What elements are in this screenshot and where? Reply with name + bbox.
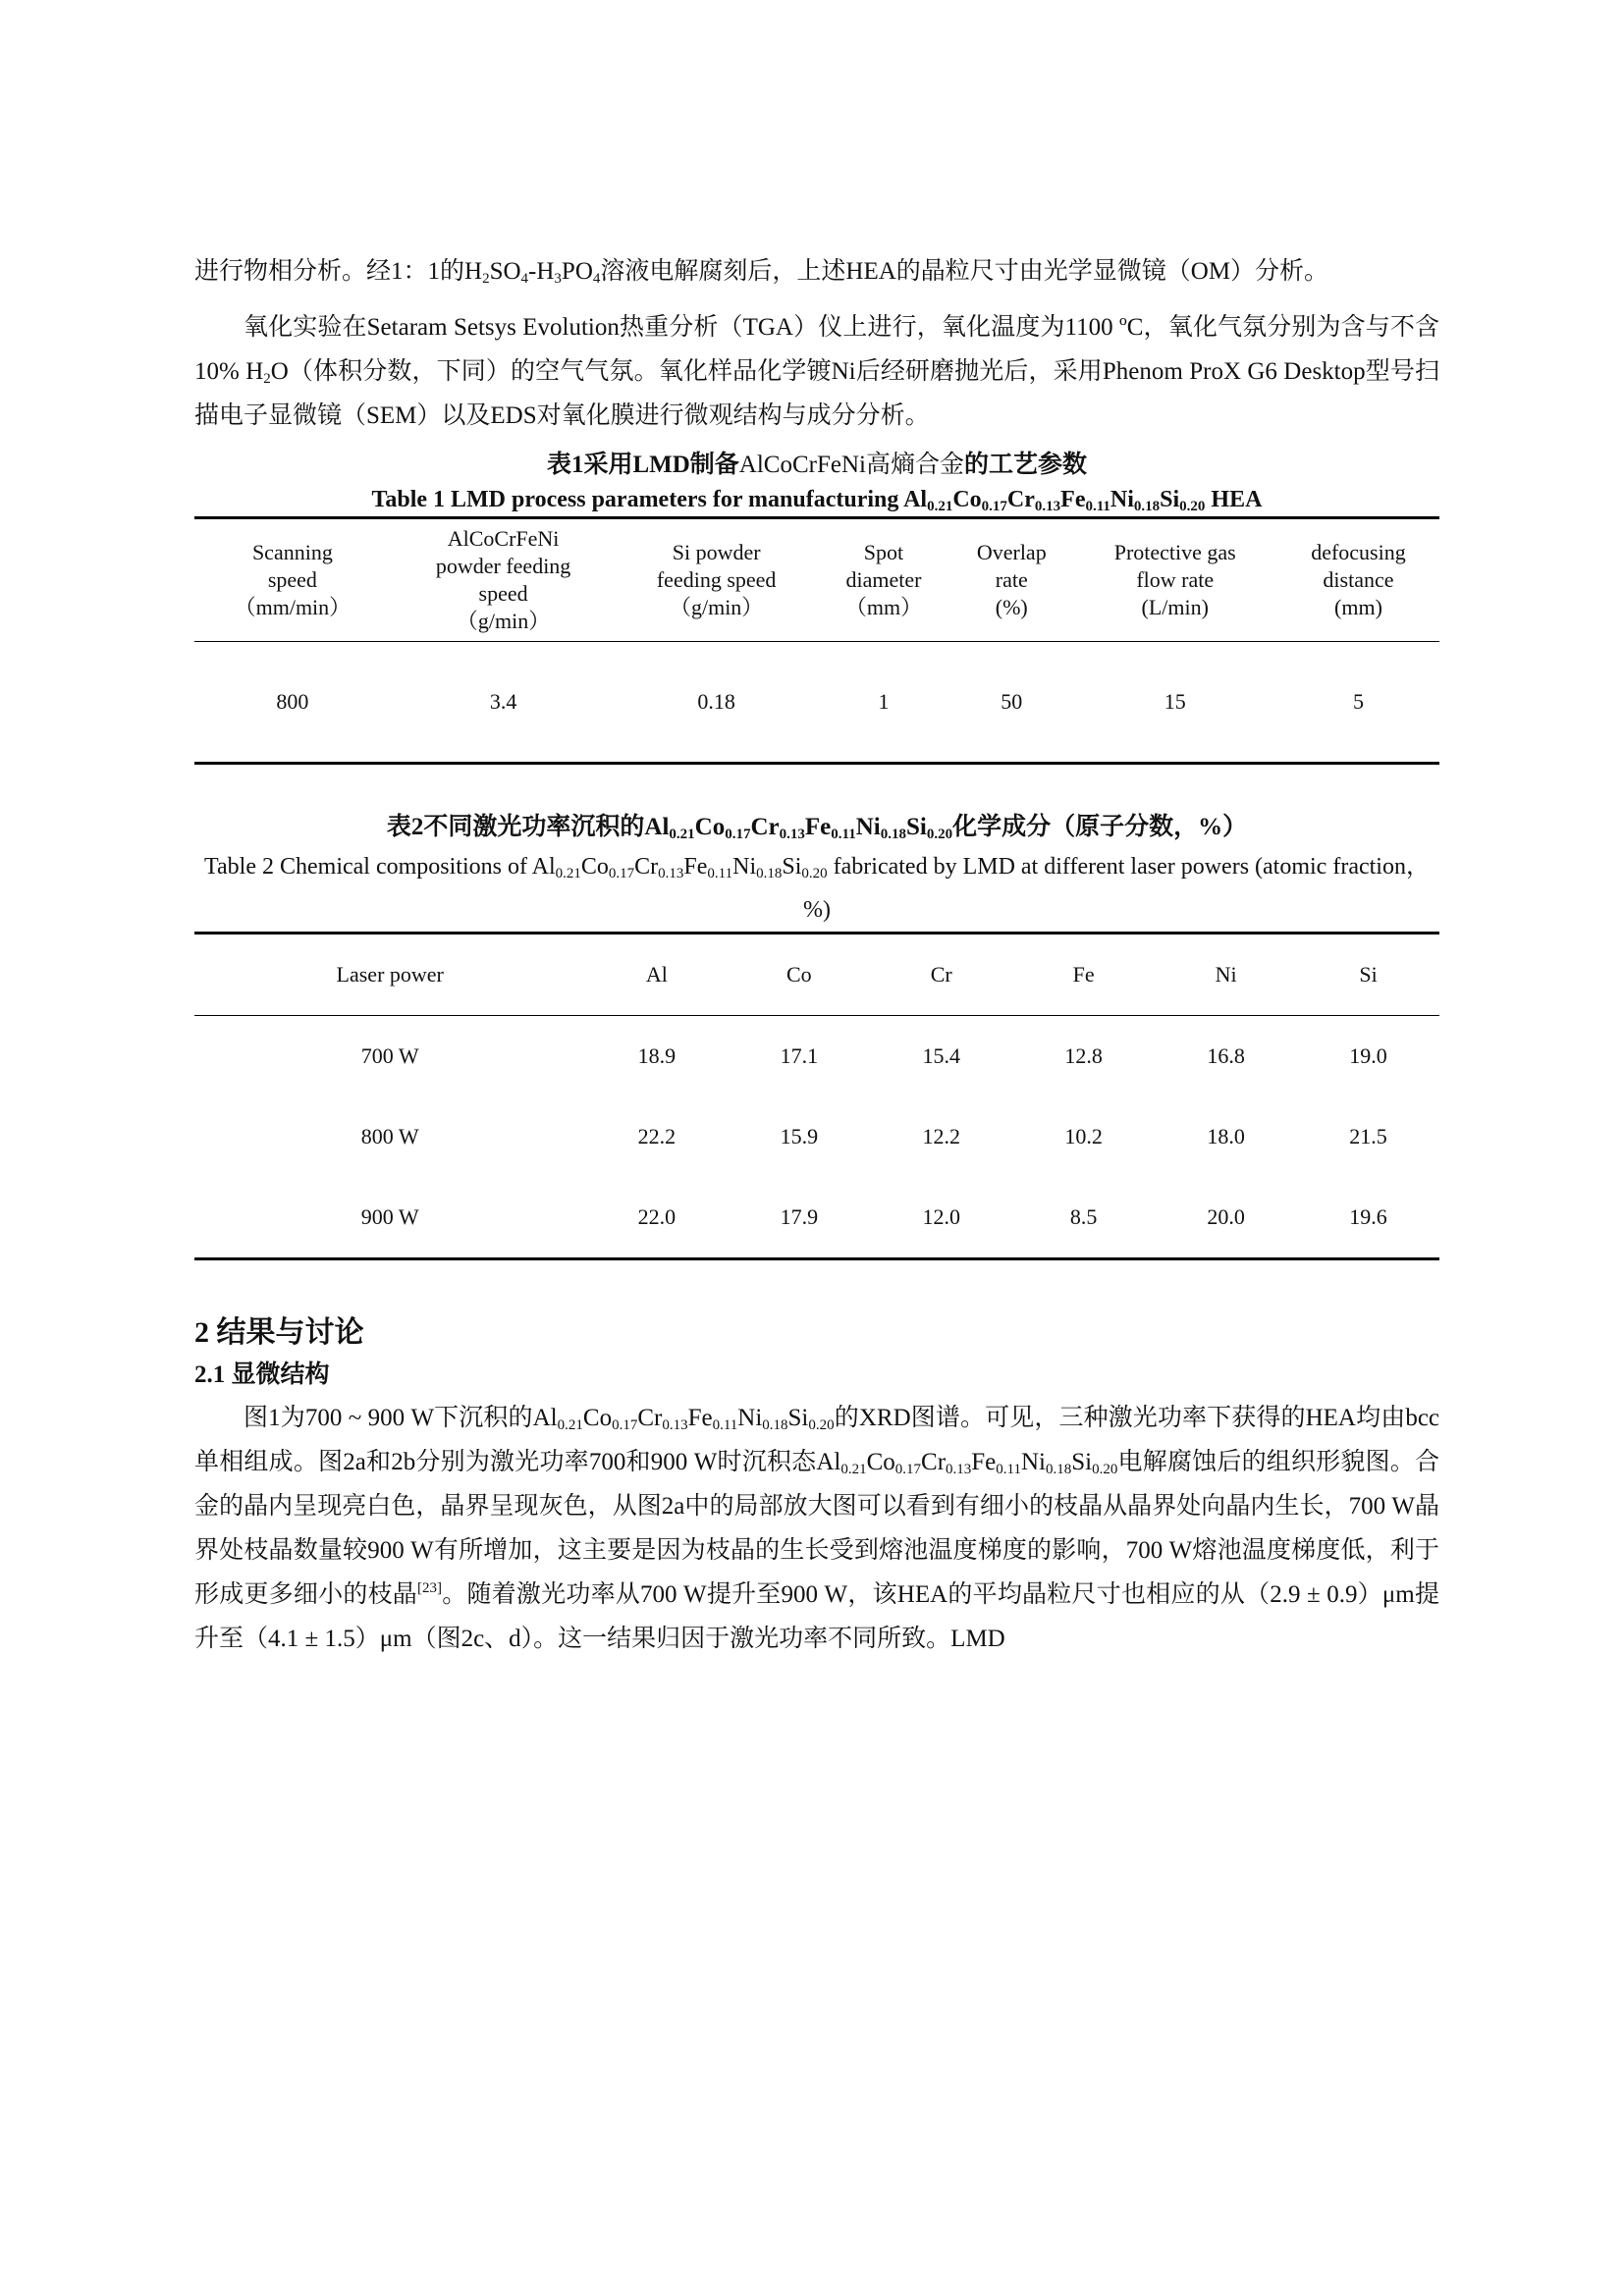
text: （mm/min） bbox=[234, 595, 352, 619]
text: speed bbox=[478, 581, 528, 606]
text: defocusing bbox=[1311, 540, 1406, 564]
table-cell: 19.0 bbox=[1349, 1043, 1387, 1068]
table-row bbox=[194, 642, 1439, 764]
text: Ni bbox=[737, 1405, 763, 1431]
subscript: 0.21 bbox=[840, 1462, 867, 1477]
text: Co bbox=[866, 1449, 895, 1475]
table-cell: 15.4 bbox=[922, 1043, 960, 1068]
text: Co bbox=[952, 487, 982, 512]
text: Cr bbox=[637, 1405, 663, 1431]
text: Si bbox=[787, 1405, 809, 1431]
subscript: 2 bbox=[482, 271, 490, 287]
table-cell: 5 bbox=[1352, 689, 1364, 714]
subscript: 0.21 bbox=[927, 499, 953, 514]
text: SO bbox=[489, 258, 521, 285]
subscript: 0.18 bbox=[1133, 499, 1161, 514]
text: feeding speed bbox=[656, 567, 777, 592]
text: （mm） bbox=[844, 595, 923, 619]
text: -H bbox=[528, 258, 555, 285]
table-cell: 10.2 bbox=[1064, 1124, 1103, 1148]
table1-caption-zh bbox=[194, 448, 1439, 483]
text: 溶液电解腐刻后，上述HEA的晶粒尺寸由光学显微镜（OM）分析。 bbox=[600, 258, 1329, 285]
text: HEA bbox=[1205, 487, 1263, 512]
subscript: 0.20 bbox=[1179, 499, 1206, 514]
subscript: 0.21 bbox=[669, 827, 695, 842]
text: PO bbox=[561, 258, 593, 285]
text: Cr bbox=[921, 1449, 947, 1475]
text: Fe bbox=[804, 814, 832, 840]
text: Co bbox=[582, 1405, 613, 1431]
table-cell: 22.2 bbox=[637, 1124, 677, 1148]
text: O（体积分数，下同）的空气气氛。氧化样品化学镀Ni后经研磨抛光后，采用Phenom ProX G6 Desktop型号扫描电子显微镜（SEM）以及EDS对氧化膜进行微观结构与成分分析。 bbox=[194, 358, 1439, 429]
text: Fe bbox=[687, 1405, 713, 1431]
table-cell: 21.5 bbox=[1349, 1124, 1387, 1148]
text: 表2不同激光功率沉积的Al bbox=[386, 814, 670, 840]
table-cell: 17.9 bbox=[780, 1204, 819, 1229]
subscript: 0.18 bbox=[1045, 1462, 1072, 1477]
table2-chemical-compositions bbox=[194, 932, 1439, 1260]
table-cell: 16.8 bbox=[1207, 1043, 1245, 1068]
text: Ni bbox=[732, 854, 757, 880]
subscript: 4 bbox=[592, 271, 601, 287]
text: Table 2 Chemical compositions of Al bbox=[204, 854, 556, 880]
text: Fe bbox=[1060, 487, 1086, 512]
subscript: 0.20 bbox=[801, 866, 828, 881]
text: rate bbox=[995, 567, 1028, 592]
text: speed bbox=[267, 567, 317, 592]
subscript: 0.13 bbox=[662, 1417, 688, 1433]
subsection-title: 2.1 显微结构 bbox=[194, 1362, 330, 1388]
table-cell: 18.0 bbox=[1207, 1124, 1245, 1148]
text: Si bbox=[1160, 487, 1180, 512]
table-cell: 19.6 bbox=[1349, 1204, 1387, 1229]
table1-caption-en bbox=[194, 483, 1439, 516]
subscript: 0.13 bbox=[1034, 499, 1061, 514]
subscript: 0.11 bbox=[707, 866, 733, 881]
table2-caption-zh bbox=[194, 810, 1439, 845]
header-laser-power: Laser power bbox=[194, 934, 585, 1016]
subscript: 0.18 bbox=[880, 827, 906, 842]
subscript: 0.11 bbox=[831, 827, 856, 842]
table1-process-parameters bbox=[194, 516, 1439, 765]
table-header-row bbox=[194, 518, 1439, 642]
text: Ni bbox=[1110, 487, 1134, 512]
subscript: 4 bbox=[520, 271, 529, 287]
text: Si powder bbox=[672, 540, 761, 564]
subscript: 0.11 bbox=[996, 1462, 1021, 1477]
table-cell: 800 W bbox=[360, 1124, 419, 1148]
text: Protective gas bbox=[1113, 540, 1236, 564]
paragraph-oxidation-experiment bbox=[194, 305, 1439, 438]
table-cell: 22.0 bbox=[637, 1204, 677, 1229]
table1-caption bbox=[194, 448, 1439, 516]
subscript: 0.11 bbox=[1085, 499, 1110, 514]
table-cell: 18.9 bbox=[637, 1043, 677, 1068]
table-cell: 800 bbox=[276, 689, 309, 714]
header-gas-flow-rate bbox=[1073, 518, 1277, 642]
text: Table 1 LMD process parameters for manufacturing Al bbox=[371, 487, 928, 512]
subscript: 0.17 bbox=[725, 827, 751, 842]
paragraph-microstructure bbox=[194, 1396, 1439, 1661]
text: Ni bbox=[855, 814, 881, 840]
text: 高熵合金 bbox=[865, 452, 964, 478]
text: Si bbox=[905, 814, 927, 840]
page-content bbox=[194, 249, 1439, 1661]
text: Cr bbox=[634, 854, 659, 880]
table-cell: 8.5 bbox=[1069, 1204, 1098, 1229]
text: 的XRD图谱。可见，三种激光功率下获得的HEA均由bcc单相组成。图2a和2b分别为激光功率700和900 W时沉积态Al bbox=[194, 1405, 1440, 1475]
text: fabricated by LMD at different laser powers (atomic fraction，%) bbox=[803, 854, 1430, 923]
subscript: 0.17 bbox=[981, 499, 1007, 514]
text: Fe bbox=[971, 1449, 997, 1475]
table-cell: 12.8 bbox=[1064, 1043, 1103, 1068]
text: AlCoCrFeNi bbox=[738, 452, 866, 478]
text: diameter bbox=[845, 567, 922, 592]
text: 电解腐蚀后的组织形貌图。合金的晶内呈现亮白色，晶界呈现灰色，从图2a中的局部放大图可以看到有细小的枝晶从晶界处向晶内生长，700 W晶界处枝晶数量较900 W有所增加，这主要是因为枝晶的生长受到熔池温度梯度的影响，700 W熔池温度梯度低，利于形成更多细小的枝晶 bbox=[194, 1449, 1439, 1608]
header-spot-diameter bbox=[817, 518, 950, 642]
text: 的工艺参数 bbox=[964, 452, 1088, 478]
subscript: 0.13 bbox=[946, 1462, 972, 1477]
table-cell: 12.0 bbox=[922, 1204, 960, 1229]
header-powder-feeding-speed bbox=[391, 518, 617, 642]
subscript: 0.13 bbox=[658, 866, 684, 881]
table-cell: 12.2 bbox=[922, 1124, 960, 1148]
text: 表1采用LMD制备 bbox=[546, 452, 739, 478]
subscript: 0.17 bbox=[894, 1462, 922, 1477]
text: 图1为700 ~ 900 W下沉积的Al bbox=[244, 1405, 558, 1431]
text: (L/min) bbox=[1141, 595, 1209, 619]
text: AlCoCrFeNi bbox=[447, 526, 560, 551]
table-cell: 3.4 bbox=[489, 689, 517, 714]
text: Fe bbox=[683, 854, 708, 880]
text: 进行物相分析。经1：1的H bbox=[194, 258, 483, 285]
header-si: Si bbox=[1297, 934, 1439, 1016]
table-cell: 50 bbox=[1001, 689, 1023, 714]
text: 氧化实验在Setaram Setsys Evolution热重分析（TGA）仪上进行，氧化温度为1100 ºC，氧化气氛分别为含与不含10% H bbox=[194, 314, 1439, 385]
table-cell: 0.18 bbox=[697, 689, 735, 714]
subscript: 0.18 bbox=[762, 1417, 788, 1433]
text: powder feeding bbox=[435, 554, 571, 578]
subscript: 0.20 bbox=[1092, 1462, 1118, 1477]
table-cell: 900 W bbox=[360, 1204, 419, 1229]
table-cell: 700 W bbox=[360, 1043, 419, 1068]
text: Scanning bbox=[251, 540, 333, 564]
subscript: 0.13 bbox=[779, 827, 805, 842]
paragraph-phase-analysis bbox=[194, 249, 1439, 294]
table-cell: 1 bbox=[878, 689, 890, 714]
table-cell: 15 bbox=[1164, 689, 1186, 714]
text: （g/min） bbox=[669, 595, 764, 619]
header-co: Co bbox=[728, 934, 870, 1016]
table-cell: 15.9 bbox=[780, 1124, 819, 1148]
text: (mm) bbox=[1334, 595, 1382, 619]
table-cell: 17.1 bbox=[780, 1043, 819, 1068]
subscript: 0.17 bbox=[612, 1417, 638, 1433]
table-header-row bbox=[194, 934, 1439, 1016]
citation-ref[interactable]: [23] bbox=[417, 1580, 443, 1596]
text: Cr bbox=[750, 814, 780, 840]
text: Co bbox=[580, 854, 609, 880]
header-overlap-rate bbox=[950, 518, 1072, 642]
text: distance bbox=[1323, 567, 1394, 592]
table-row bbox=[194, 1177, 1439, 1259]
text: Cr bbox=[1006, 487, 1035, 512]
table-row bbox=[194, 1016, 1439, 1097]
section-title: 2 结果与讨论 bbox=[194, 1316, 364, 1349]
subscript: 0.20 bbox=[808, 1417, 835, 1433]
text: Spot bbox=[863, 540, 904, 564]
text: Si bbox=[782, 854, 802, 880]
text: Co bbox=[694, 814, 726, 840]
subscript: 0.17 bbox=[608, 866, 635, 881]
subscript: 0.21 bbox=[557, 1417, 583, 1433]
text: flow rate bbox=[1136, 567, 1215, 592]
header-al: Al bbox=[585, 934, 728, 1016]
table2-caption bbox=[194, 810, 1439, 932]
subscript: 0.11 bbox=[712, 1417, 738, 1433]
subscript: 0.20 bbox=[926, 827, 953, 842]
header-cr: Cr bbox=[870, 934, 1012, 1016]
header-fe: Fe bbox=[1012, 934, 1155, 1016]
table2-caption-en bbox=[194, 845, 1439, 932]
subscript: 3 bbox=[554, 271, 562, 287]
subscript: 0.18 bbox=[756, 866, 783, 881]
header-scanning-speed bbox=[194, 518, 391, 642]
text: Ni bbox=[1020, 1449, 1046, 1475]
text: (%) bbox=[995, 595, 1028, 619]
header-si-feeding-speed bbox=[616, 518, 817, 642]
text: （g/min） bbox=[456, 609, 551, 633]
header-ni: Ni bbox=[1155, 934, 1297, 1016]
text: 。随着激光功率从700 W提升至900 W，该HEA的平均晶粒尺寸也相应的从（2.9 ± 0.9）μm提升至（4.1 ± 1.5）μm（图2c、d）。这一结果归因于激光功率不同所致。LMD bbox=[194, 1581, 1439, 1652]
text: 化学成分（原子分数，%） bbox=[952, 814, 1248, 840]
subscript: 0.21 bbox=[555, 866, 581, 881]
header-defocusing-distance bbox=[1277, 518, 1439, 642]
table-cell: 20.0 bbox=[1207, 1204, 1245, 1229]
text: Si bbox=[1071, 1449, 1093, 1475]
table-row bbox=[194, 1096, 1439, 1177]
subscript: 2 bbox=[263, 371, 271, 387]
text: Overlap bbox=[976, 540, 1047, 564]
